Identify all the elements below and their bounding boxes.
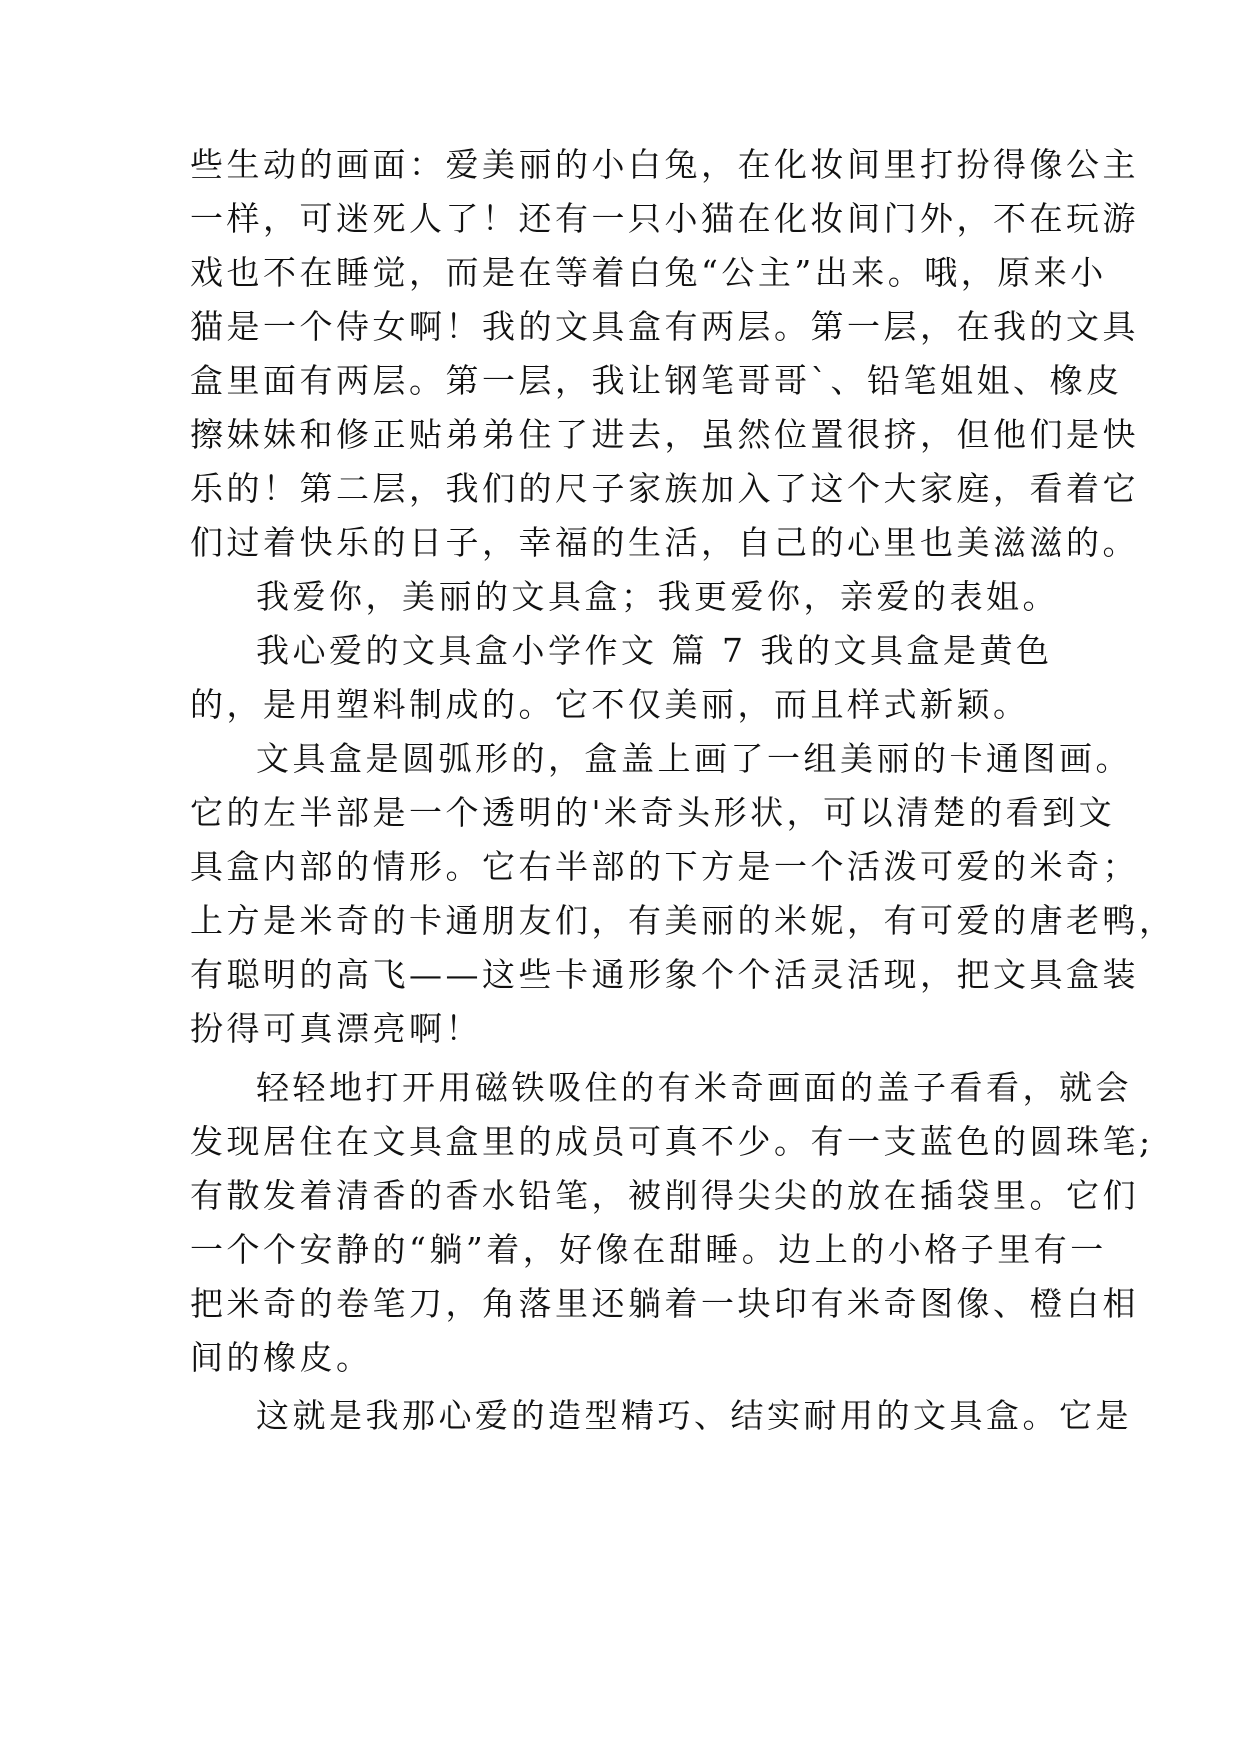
text-line: 这就是我那心爱的造型精巧、结实耐用的文具盒。它是: [256, 1396, 1132, 1435]
text-line: 有聪明的高飞——这些卡通形象个个活灵活现，把文具盒装: [190, 955, 1139, 994]
text-line: 把米奇的卷笔刀，角落里还躺着一块印有米奇图像、橙白相: [190, 1284, 1139, 1323]
text-line: 擦妹妹和修正贴弟弟住了进去，虽然位置很挤，但他们是快: [190, 415, 1139, 454]
text-line: 些生动的画面：爱美丽的小白兔，在化妆间里打扮得像公主: [190, 145, 1139, 184]
text-line: 戏也不在睡觉，而是在等着白兔“公主”出来。哦，原来小: [190, 253, 1107, 292]
text-line: 间的橡皮。: [190, 1338, 373, 1377]
text-line: 上方是米奇的卡通朋友们，有美丽的米妮，有可爱的唐老鸭，: [190, 901, 1176, 940]
section-heading-line: 我心爱的文具盒小学作文 篇 7 我的文具盒是黄色: [256, 631, 1053, 670]
text-line: 扮得可真漂亮啊！: [190, 1009, 482, 1048]
text-line: 盒里面有两层。第一层，我让钢笔哥哥`、铅笔姐姐、橡皮: [190, 361, 1123, 400]
text-line: 猫是一个侍女啊！我的文具盒有两层。第一层，在我的文具: [190, 307, 1139, 346]
text-line: 发现居住在文具盒里的成员可真不少。有一支蓝色的圆珠笔;: [190, 1122, 1154, 1161]
text-line: 具盒内部的情形。它右半部的下方是一个活泼可爱的米奇；: [190, 847, 1139, 886]
text-line: 有散发着清香的香水铅笔，被削得尖尖的放在插袋里。它们: [190, 1176, 1139, 1215]
text-line: 们过着快乐的日子，幸福的生活，自己的心里也美滋滋的。: [190, 523, 1139, 562]
text-line: 乐的！第二层，我们的尺子家族加入了这个大家庭，看着它: [190, 469, 1139, 508]
text-line: 文具盒是圆弧形的，盒盖上画了一组美丽的卡通图画。: [256, 739, 1132, 778]
text-line: 一个个安静的“躺”着，好像在甜睡。边上的小格子里有一: [190, 1230, 1107, 1269]
text-line: 一样，可迷死人了！还有一只小猫在化妆间门外，不在玩游: [190, 199, 1139, 238]
text-line: 我爱你，美丽的文具盒；我更爱你，亲爱的表姐。: [256, 577, 1059, 616]
text-line: 的，是用塑料制成的。它不仅美丽，而且样式新颖。: [190, 685, 1030, 724]
text-line: 轻轻地打开用磁铁吸住的有米奇画面的盖子看看，就会: [256, 1068, 1132, 1107]
text-line: 它的左半部是一个透明的'米奇头形状，可以清楚的看到文: [190, 793, 1116, 832]
